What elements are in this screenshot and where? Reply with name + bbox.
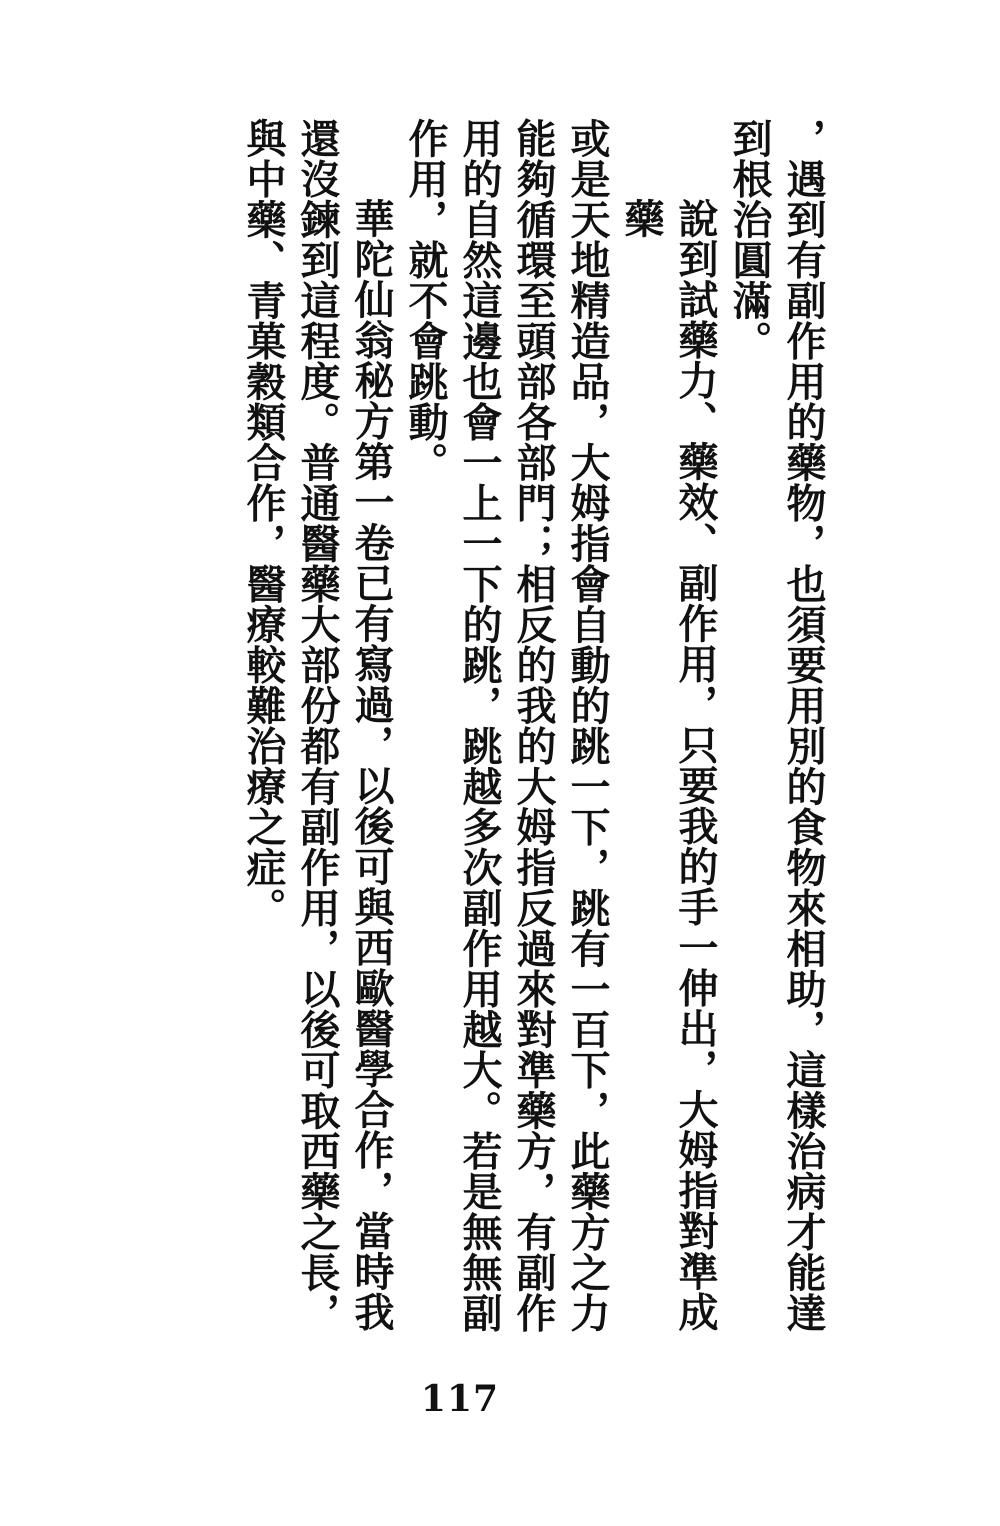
- text-column-10: 與中藥、青菓穀類合作，醫療較難治療之症。: [240, 118, 287, 928]
- text-column-4: 或是天地精造品，大姆指會自動的跳一下，跳有一百下，此藥方之力: [564, 118, 611, 1333]
- text-column-3: 說到試藥力、藥效、副作用，只要我的手一伸出，大姆指對準成藥: [618, 198, 719, 1332]
- text-column-8: 華陀仙翁秘方第一卷已有寫過，以後可與西歐醫學合作，當時我: [348, 198, 395, 1332]
- text-column-6: 用的自然這邊也會一上一下的跳，跳越多次副作用越大。若是無無副: [456, 118, 503, 1333]
- text-column-2: 到根治圓滿。: [726, 118, 773, 361]
- text-column-5: 能夠循環至頭部各部門；相反的我的大姆指反過來對準藥方，有副作: [510, 118, 557, 1333]
- text-column-7: 作用，就不會跳動。: [402, 118, 449, 483]
- page-number: 117: [420, 1378, 500, 1420]
- vertical-text-body: [236, 118, 830, 1358]
- text-column-9: 還沒鍊到這程度。普通醫藥大部份都有副作用，以後可取西藥之長，: [294, 118, 341, 1333]
- text-column-1: ，遇到有副作用的藥物，也須要用別的食物來相助，這樣治病才能達: [780, 118, 827, 1333]
